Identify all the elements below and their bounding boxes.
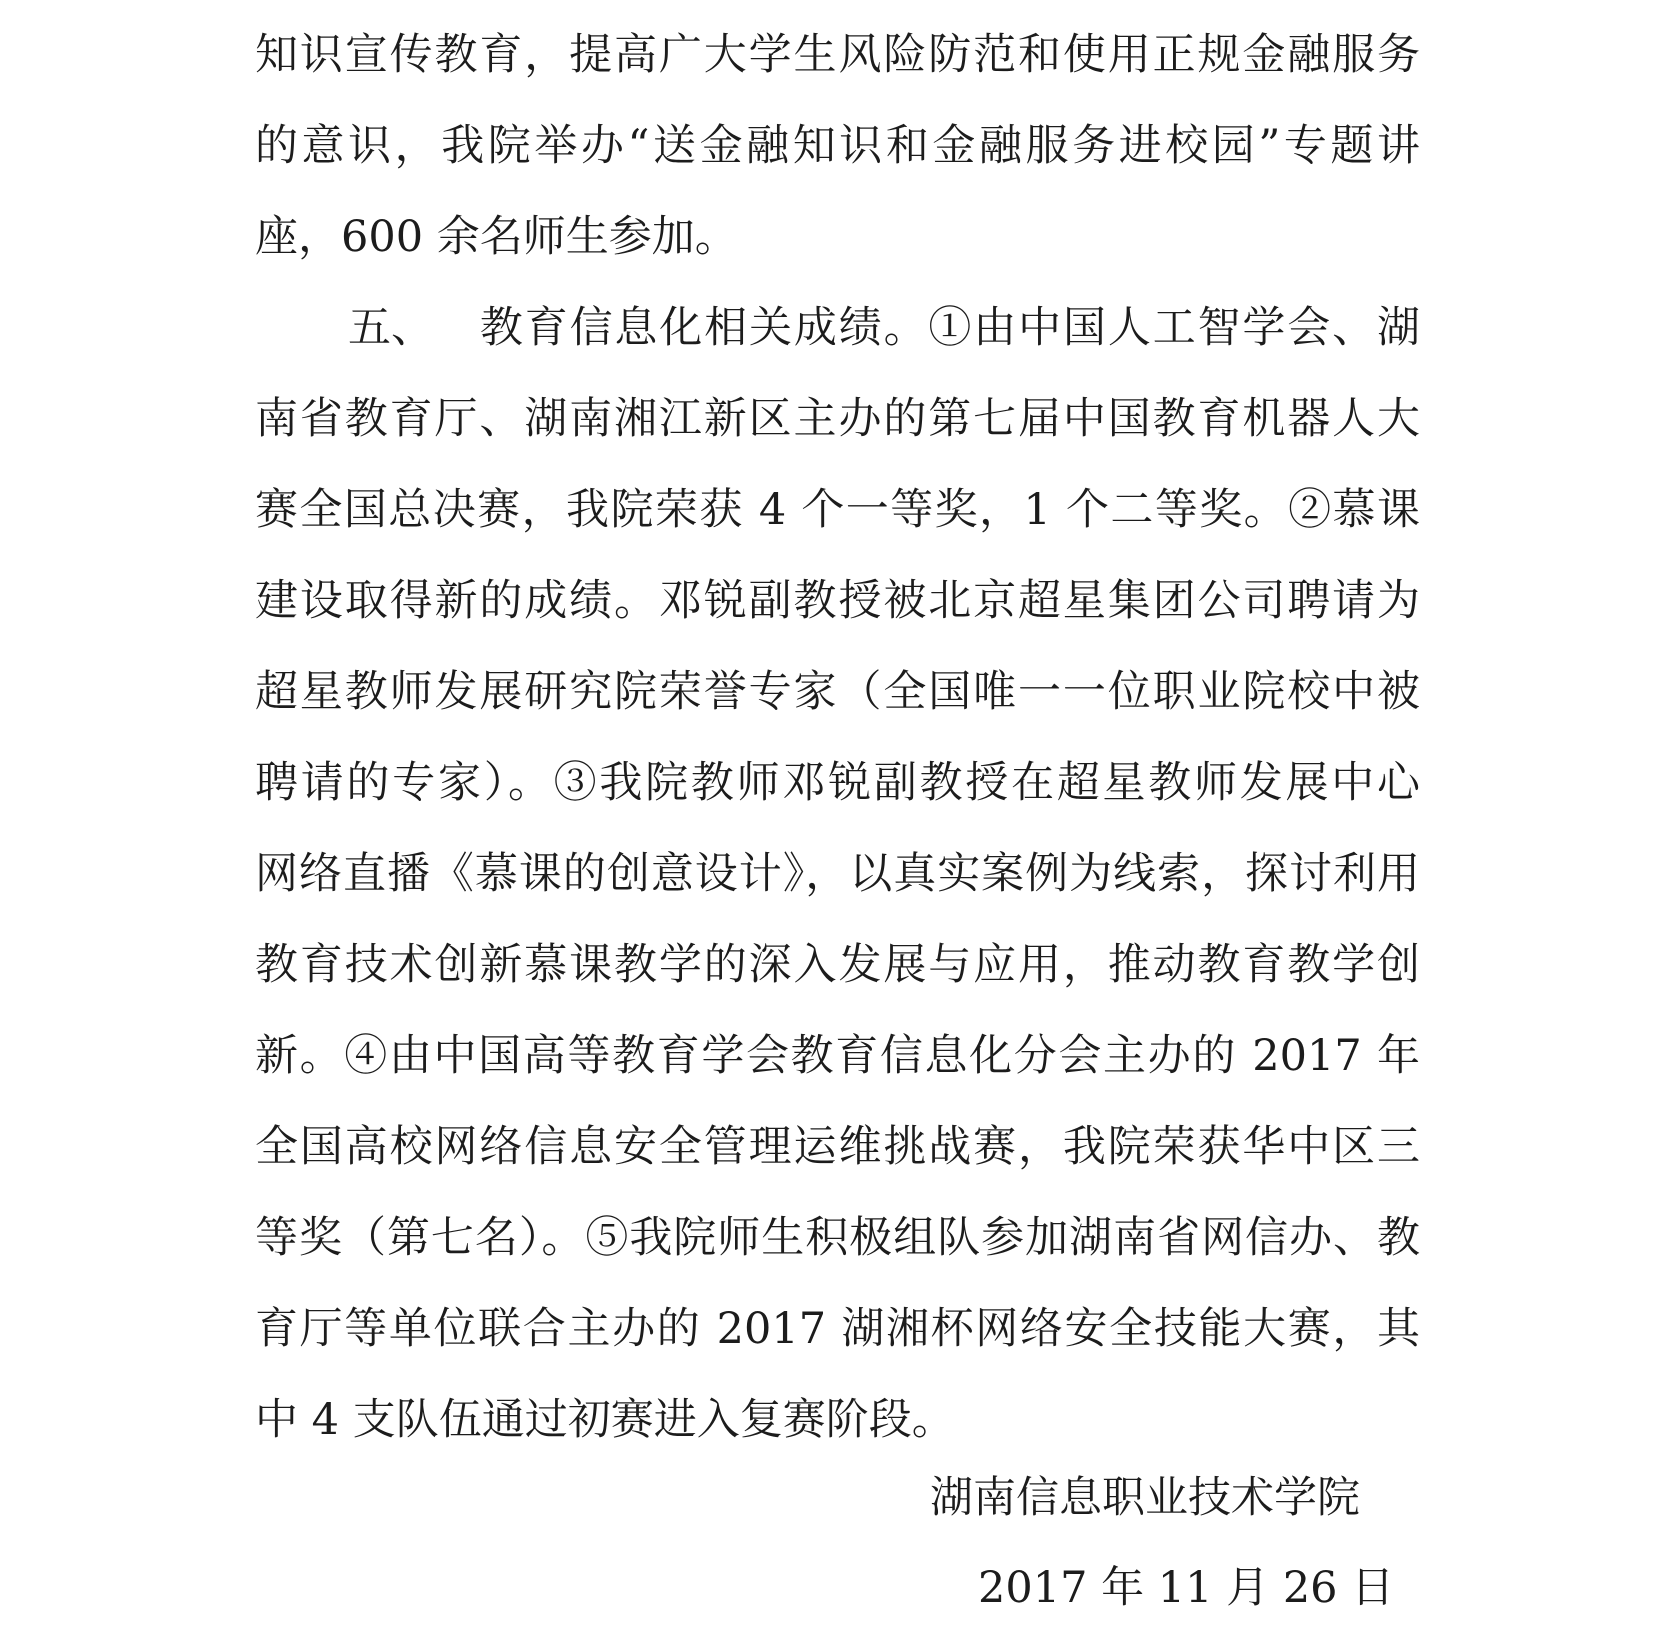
paragraph-line: 知识宣传教育，提高广大学生风险防范和使用正规金融服务 — [255, 30, 1420, 80]
paragraph-line: 座，600 余名师生参加。 — [255, 212, 738, 262]
section-heading-text: 教育信息化相关成绩。①由中国人工智学会、湖 — [478, 303, 1420, 353]
paragraph-line: 等奖（第七名）。⑤我院师生积极组队参加湖南省网信办、教 — [255, 1213, 1420, 1263]
paragraph-line: 南省教育厅、湖南湘江新区主办的第七届中国教育机器人大 — [255, 394, 1420, 444]
paragraph-line: 教育技术创新慕课教学的深入发展与应用，推动教育教学创 — [255, 940, 1420, 990]
section-heading-line — [255, 283, 1420, 374]
document-body — [255, 10, 1420, 1466]
paragraph-line: 的意识，我院举办“送金融知识和金融服务进校园”专题讲 — [255, 121, 1420, 171]
paragraph-line: 育厅等单位联合主办的 2017 湖湘杯网络安全技能大赛，其 — [255, 1304, 1420, 1354]
signature-date: 2017 年 11 月 26 日 — [978, 1563, 1395, 1613]
paragraph-line: 中 4 支队伍通过初赛进入复赛阶段。 — [255, 1395, 955, 1445]
paragraph-line: 超星教师发展研究院荣誉专家（全国唯一一位职业院校中被 — [255, 667, 1420, 717]
paragraph-line: 新。④由中国高等教育学会教育信息化分会主办的 2017 年 — [255, 1031, 1420, 1081]
paragraph-line: 建设取得新的成绩。邓锐副教授被北京超星集团公司聘请为 — [255, 576, 1420, 626]
paragraph-line: 全国高校网络信息安全管理运维挑战赛，我院荣获华中区三 — [255, 1122, 1420, 1172]
signature-organization: 湖南信息职业技术学院 — [930, 1473, 1360, 1523]
paragraph-line: 网络直播《慕课的创意设计》，以真实案例为线索，探讨利用 — [255, 849, 1420, 899]
paragraph-line: 赛全国总决赛，我院荣获 4 个一等奖，1 个二等奖。②慕课 — [255, 485, 1420, 535]
section-number: 五、 — [348, 303, 434, 353]
paragraph-line: 聘请的专家）。③我院教师邓锐副教授在超星教师发展中心 — [255, 758, 1420, 808]
